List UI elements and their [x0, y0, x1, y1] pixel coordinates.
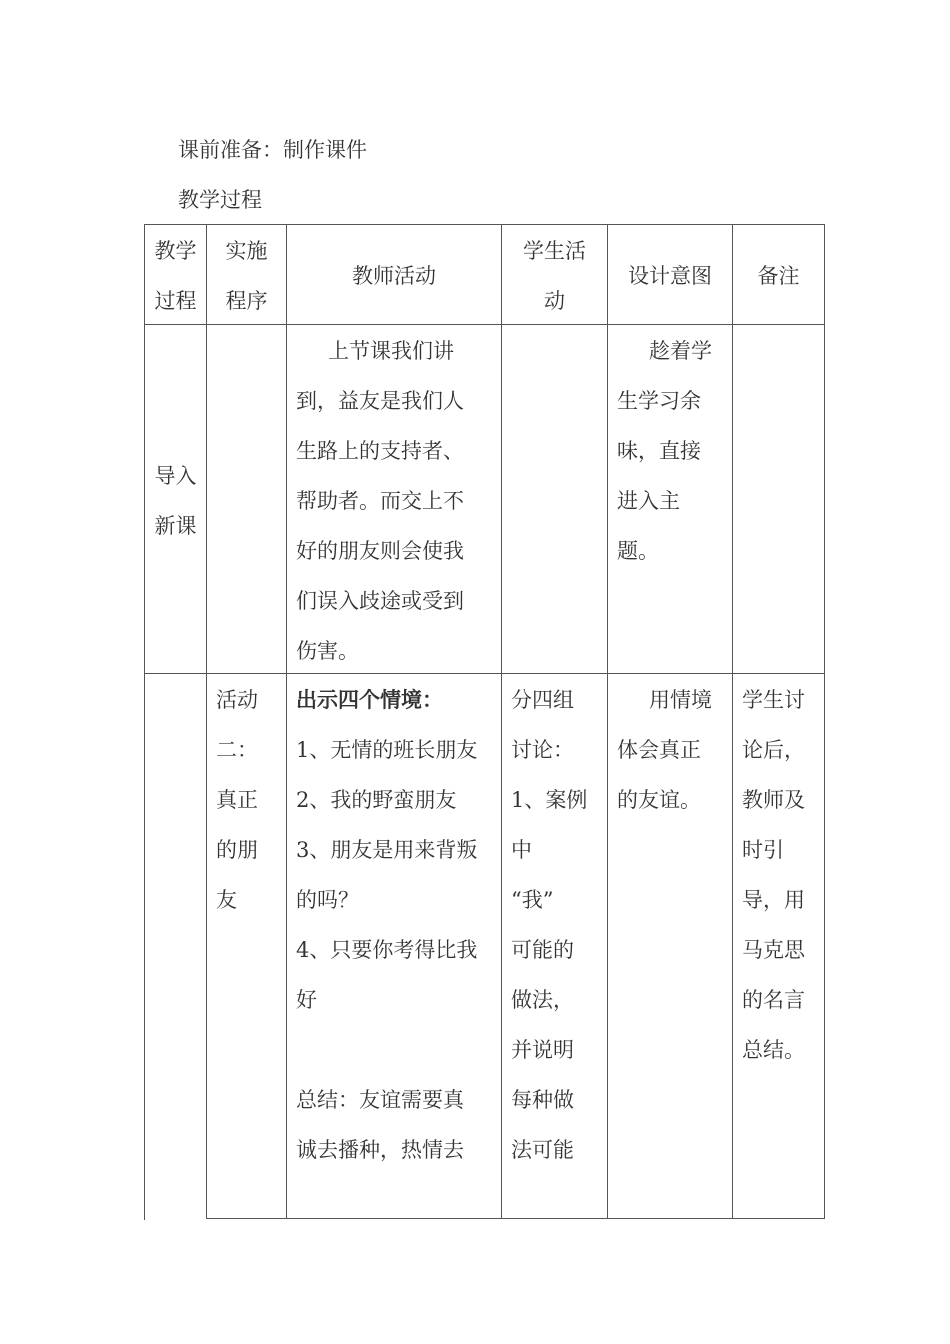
header-text-line: 学生活 [523, 239, 586, 263]
cell-text-line: 可能的 [511, 938, 574, 962]
course-preparation-line: 课前准备：制作课件 [178, 138, 367, 162]
cell-text-line: 活动 [216, 688, 258, 712]
cell-text-line: 做法， [511, 988, 574, 1012]
row1-teacher-cell [296, 326, 464, 676]
cell-text-line: 诚去播种，热情去 [296, 1138, 464, 1162]
cell-text-line: 总结：友谊需要真 [296, 1088, 464, 1112]
cell-text-line: 二： [216, 738, 258, 762]
cell-text-line: 并说明 [511, 1038, 574, 1062]
cell-text-line: 教师及 [742, 788, 805, 812]
header-intent-cell [608, 251, 732, 301]
header-text-line: 实施 [225, 239, 268, 263]
cell-text-line: 真正 [216, 788, 258, 812]
cell-text-line: 的吗？ [296, 888, 359, 912]
cell-text-line: 生路上的支持者、 [296, 439, 464, 463]
table-col-divider-5 [732, 224, 733, 1219]
cell-text-line: 进入主 [617, 489, 680, 513]
table-col-divider-3 [501, 224, 502, 1219]
cell-text-line: 4、只要你考得比我 [296, 938, 478, 962]
cell-text-line: 1、无情的班长朋友 [296, 738, 478, 762]
cell-text-line: 分四组 [511, 688, 574, 712]
cell-text-line: 伤害。 [296, 639, 359, 663]
table-col-divider-4 [607, 224, 608, 1219]
blank-line [296, 1025, 477, 1075]
cell-text-line: 趁着学 [649, 339, 712, 363]
header-student-cell [502, 226, 607, 326]
row2-student-cell [511, 675, 587, 1175]
cell-text-line: 帮助者。而交上不 [296, 489, 464, 513]
header-text-line: 教学 [154, 239, 197, 263]
scenario-heading: 出示四个情境： [296, 687, 443, 712]
row2-procedure-cell [216, 675, 258, 925]
row2-teacher-cell [296, 675, 477, 1175]
cell-text-line: 新课 [154, 514, 197, 538]
table-col-divider-2 [286, 224, 287, 1219]
header-teacher-cell [287, 251, 501, 301]
cell-text-line: 的名言 [742, 988, 805, 1012]
cell-text-line: 2、我的野蛮朋友 [296, 788, 457, 812]
cell-text-line: 学生讨 [742, 688, 805, 712]
header-stage-cell [145, 226, 206, 326]
header-text-line: 设计意图 [628, 264, 712, 288]
table-border-top [144, 224, 824, 225]
row1-intent-cell [617, 326, 712, 576]
cell-text-line: 们误入歧途或受到 [296, 589, 464, 613]
cell-text-line: 马克思 [742, 938, 805, 962]
header-text-line: 动 [544, 289, 565, 313]
cell-text-line: 论后， [742, 738, 805, 762]
cell-text-line: 好 [296, 988, 317, 1012]
cell-text-line: 题。 [617, 539, 659, 563]
cell-text-line: 用情境 [649, 688, 712, 712]
cell-text-line: 味，直接 [617, 439, 701, 463]
cell-text-line: 导，用 [742, 888, 805, 912]
row2-note-cell [742, 675, 805, 1075]
header-text-line: 过程 [154, 289, 197, 313]
table-border-left [144, 224, 145, 1220]
row1-stage-cell [145, 451, 206, 551]
cell-text-line: 友 [216, 888, 237, 912]
cell-text-line: 每种做 [511, 1088, 574, 1112]
cell-text-line: 讨论： [511, 738, 574, 762]
cell-text-line: 3、朋友是用来背叛 [296, 838, 478, 862]
cell-text-line: “我” [511, 888, 554, 912]
cell-text-line: 好的朋友则会使我 [296, 539, 464, 563]
cell-text-line: 上节课我们讲 [328, 339, 454, 363]
header-text-line: 备注 [757, 264, 800, 288]
row2-intent-cell [617, 675, 712, 825]
cell-text-line: 导入 [154, 464, 197, 488]
cell-text-line: 到，益友是我们人 [296, 389, 464, 413]
cell-text-line: 1、案例 [511, 788, 588, 812]
cell-text-line: 的友谊。 [617, 788, 701, 812]
cell-text-line: 生学习余 [617, 389, 701, 413]
table-col-divider-1 [206, 224, 207, 1219]
cell-text-line: 时引 [742, 838, 784, 862]
cell-text-line: 体会真正 [617, 738, 701, 762]
table-border-right [824, 224, 825, 1219]
cell-text-line: 总结。 [742, 1038, 805, 1062]
cell-text-line: 中 [511, 838, 532, 862]
table-row-divider [144, 673, 824, 674]
header-note-cell [733, 251, 824, 301]
cell-text-line: 法可能 [511, 1138, 574, 1162]
header-text-line: 教师活动 [352, 264, 436, 288]
cell-text-line: 的朋 [216, 838, 258, 862]
header-procedure-cell [207, 226, 286, 326]
teaching-process-title: 教学过程 [178, 188, 262, 212]
header-text-line: 程序 [225, 289, 268, 313]
